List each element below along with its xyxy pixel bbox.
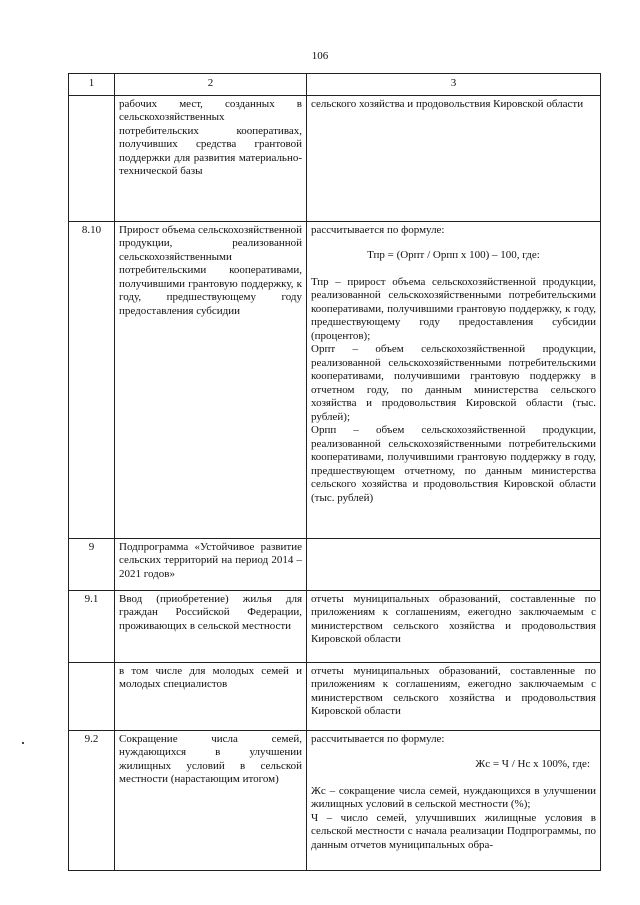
row-number: 9.1	[69, 590, 115, 662]
indicators-table	[68, 73, 601, 871]
formula: Тпр = (Орпт / Орпп х 100) – 100, где:	[367, 249, 540, 261]
row-number	[69, 95, 115, 221]
method-cell: отчеты муниципальных образований, составленные по приложениям к соглашениям, ежегодно заключаемым с министерством сельского хозяйства и продовольствия Кировской области	[307, 590, 601, 662]
header-col-1: 1	[69, 74, 115, 96]
method-cell	[307, 221, 601, 538]
formula: Жс = Ч / Нс х 100%, где:	[475, 758, 590, 770]
table-header-row	[69, 74, 601, 96]
method-cell: отчеты муниципальных образований, составленные по приложениям к соглашениям, ежегодно заключаемым с министерством сельского хозяйства и продовольствия Кировской области	[307, 662, 601, 730]
formula-definition: Жс – сокращение числа семей, нуждающихся в улучшении жилищных условий в сельской местности (%);	[311, 784, 596, 810]
table-row	[69, 662, 601, 730]
indicator-cell: в том числе для молодых семей и молодых специалистов	[115, 662, 307, 730]
row-number: 8.10	[69, 221, 115, 538]
indicator-cell: Сокращение числа семей, нуждающихся в улучшении жилищных условий в сельской местности (нарастающим итогом)	[115, 730, 307, 870]
page-number: 106	[311, 50, 329, 62]
method-cell	[307, 730, 601, 870]
indicator-cell: Подпрограмма «Устойчивое развитие сельских территорий на период 2014 – 2021 годов»	[115, 538, 307, 590]
formula-definition: Тпр – прирост объема сельскохозяйственной продукции, реализованной сельскохозяйственными потребительскими кооперативами, получившими грантовую поддержку, к году, предшествующему году предоставления субсидии (процентов);	[311, 275, 596, 342]
formula-definition: Орпт – объем сельскохозяйственной продукции, реализованной сельскохозяйственными потребительскими кооперативами, получившими грантовую поддержку в отчетном году, по данным министерства сельского хозяйства и продовольствия Кировской области (тыс. рублей);	[311, 343, 596, 423]
table-row	[69, 590, 601, 662]
scan-artifact	[22, 742, 24, 744]
header-col-3: 3	[307, 74, 601, 96]
method-cell	[307, 538, 601, 590]
row-number: 9	[69, 538, 115, 590]
indicator-cell: Прирост объема сельскохозяйственной продукции, реализованной сельскохозяйственными потребительскими кооперативами, получившими грантовую поддержку, к году, предшествующему году предоставления субсидии	[115, 221, 307, 538]
table-row	[69, 221, 601, 538]
formula-definition: Орпп – объем сельскохозяйственной продукции, реализованной сельскохозяйственными потребительскими кооперативами, получившими грантовую поддержку в году, предшествующем отчетному, по данным министерства сельского хозяйства и продовольствия Кировской области (тыс. рублей)	[311, 424, 596, 504]
method-intro: рассчитывается по формуле:	[311, 223, 445, 236]
indicator-cell: рабочих мест, созданных в сельскохозяйственных потребительских кооперативах, получивших средства грантовой поддержки для развития материально-технической базы	[115, 95, 307, 221]
table-row	[69, 538, 601, 590]
method-cell: сельского хозяйства и продовольствия Кировской области	[307, 95, 601, 221]
method-intro: рассчитывается по формуле:	[311, 732, 445, 745]
row-number: 9.2	[69, 730, 115, 870]
row-number	[69, 662, 115, 730]
table-row	[69, 730, 601, 870]
formula-definition: Ч – число семей, улучшивших жилищные условия в сельской местности с начала реализации Подпрограммы, по данным отчетов муниципальных обра-	[311, 811, 596, 851]
header-col-2: 2	[115, 74, 307, 96]
table-row	[69, 95, 601, 221]
indicator-cell: Ввод (приобретение) жилья для граждан Российской Федерации, проживающих в сельской местности	[115, 590, 307, 662]
